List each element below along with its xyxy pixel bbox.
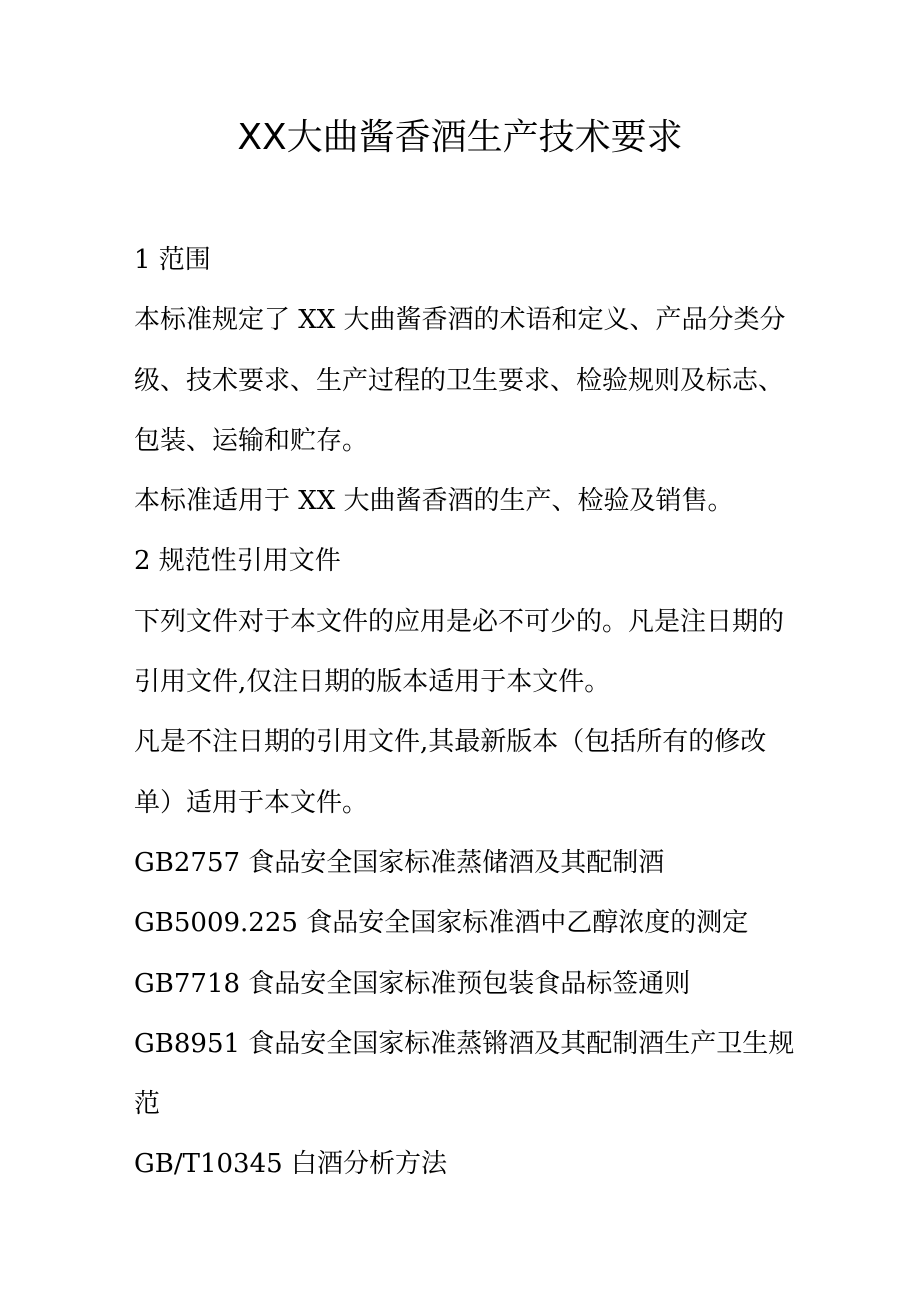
paragraph-line: 下列文件对于本文件的应用是必不可少的。凡是注日期的 xyxy=(134,606,785,637)
reference-item: GB2757 食品安全国家标准蒸储酒及其配制酒 xyxy=(134,847,665,878)
reference-item-continuation: 范 xyxy=(134,1089,161,1120)
paragraph-line: 凡是不注日期的引用文件,其最新版本（包括所有的修改 xyxy=(134,727,767,758)
paragraph-line: 单）适用于本文件。 xyxy=(134,787,369,818)
section-heading-normative-references: 2 规范性引用文件 xyxy=(134,546,341,577)
document-title: XX大曲酱香酒生产技术要求 xyxy=(237,117,683,158)
paragraph-line: 包装、运输和贮存。 xyxy=(134,425,369,456)
paragraph-line: 引用文件,仅注日期的版本适用于本文件。 xyxy=(134,667,611,698)
paragraph-line: 级、技术要求、生产过程的卫生要求、检验规则及标志、 xyxy=(134,365,785,396)
reference-item: GB8951 食品安全国家标准蒸锵酒及其配制酒生产卫生规 xyxy=(134,1028,795,1059)
reference-item: GB/T10345 白酒分析方法 xyxy=(134,1149,447,1180)
section-heading-scope: 1 范围 xyxy=(134,245,211,275)
reference-item: GB7718 食品安全国家标准预包装食品标签通则 xyxy=(134,968,691,999)
paragraph-line: 本标准适用于 XX 大曲酱香酒的生产、检验及销售。 xyxy=(134,486,734,517)
reference-item: GB5009.225 食品安全国家标准酒中乙醇浓度的测定 xyxy=(134,908,749,939)
paragraph-line: 本标准规定了 XX 大曲酱香酒的术语和定义、产品分类分 xyxy=(134,305,786,336)
document-body xyxy=(134,230,814,1195)
